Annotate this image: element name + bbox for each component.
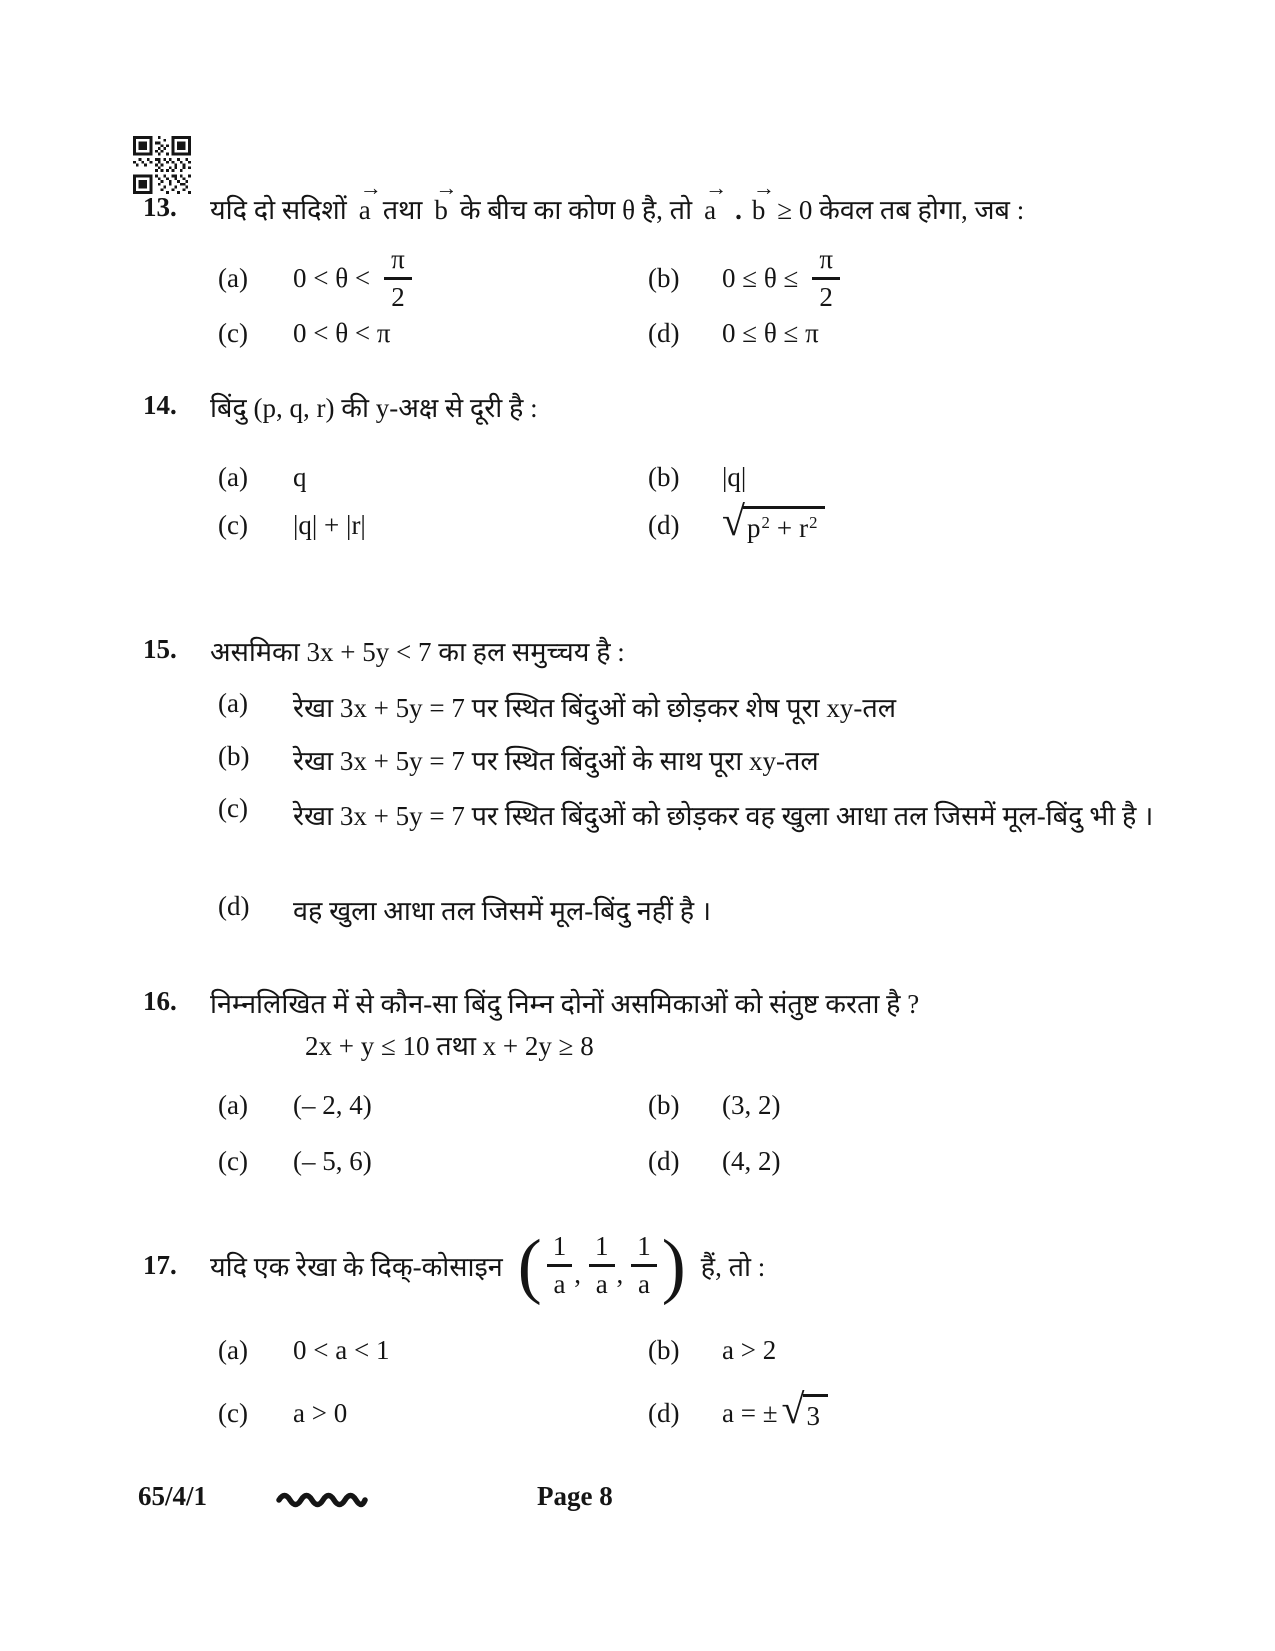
option-value-15b: रेखा 3x + 5y = 7 पर स्थित बिंदुओं के साथ पूरा xy-तल <box>293 746 819 776</box>
fraction-1-a: 1 a <box>547 1233 573 1298</box>
vector-arrow-icon: → <box>705 175 727 200</box>
option-value-17d: a = ± √ 3 <box>722 1388 828 1438</box>
squiggle-divider-icon <box>276 1491 368 1509</box>
q13-text-part: ≥ 0 केवल तब होगा, जब : <box>777 195 1025 225</box>
page-number: Page 8 <box>537 1481 613 1511</box>
option-value-13c: 0 < θ < π <box>293 318 391 348</box>
vector-arrow-icon: → <box>752 175 774 200</box>
dot-product-dot: . <box>735 195 742 225</box>
q13-text-part: तथा <box>382 195 423 225</box>
right-parenthesis: ) <box>661 1223 686 1306</box>
option-value-15c: रेखा 3x + 5y = 7 पर स्थित बिंदुओं को छोड़कर वह खुला आधा तल जिसमें मूल-बिंदु भी है । <box>293 801 1154 831</box>
q16-inequalities: 2x + y ≤ 10 तथा x + 2y ≥ 8 <box>305 1031 594 1061</box>
option-label-17c: (c) <box>218 1397 248 1428</box>
option-label-14b: (b) <box>648 462 680 492</box>
q13-options-row-1 <box>0 245 1275 311</box>
square-root-expression: √ $p^2 + r^2$ <box>722 506 825 544</box>
option-label-16d: (d) <box>648 1146 680 1176</box>
option-value-15a: रेखा 3x + 5y = 7 पर स्थित बिंदुओं को छोड़कर शेष पूरा xy-तल <box>293 693 897 723</box>
option-label-13b: (b) <box>648 262 680 293</box>
fraction-pi-2: $\frac{\pi}{2}$ <box>384 246 412 311</box>
option-label-16a: (a) <box>218 1090 248 1120</box>
question-16-text: निम्नलिखित में से कौन-सा बिंदु निम्न दोनों असमिकाओं को संतुष्ट करता है ? <box>210 989 920 1019</box>
question-17-number: 17. <box>143 1249 177 1280</box>
option-value-17b: a > 2 <box>722 1335 777 1365</box>
comma: , <box>574 1259 582 1289</box>
option-value-14d <box>722 498 825 552</box>
option-value-16c: (– 5, 6) <box>293 1146 372 1176</box>
vector-a: a → <box>358 175 381 225</box>
option-value-14b: |q| <box>722 462 747 492</box>
option-label-13c: (c) <box>218 318 248 348</box>
radical-sign: √ <box>781 1387 805 1434</box>
fraction-1-a: 1 a <box>631 1233 657 1298</box>
option-label-14a: (a) <box>218 462 248 492</box>
option-label-13a: (a) <box>218 262 248 293</box>
question-13-number: 13. <box>143 192 177 222</box>
option-label-17a: (a) <box>218 1335 248 1365</box>
paper-code: 65/4/1 <box>138 1481 208 1511</box>
option-value-13a: 0 < θ < $\frac{\pi}{2}$ <box>293 245 412 311</box>
option-label-17b: (b) <box>648 1335 680 1365</box>
question-16-number: 16. <box>143 986 177 1016</box>
vector-arrow-icon: → <box>435 175 457 200</box>
option-value-17c: a > 0 <box>293 1397 348 1428</box>
option-value-13b: 0 ≤ θ ≤ $\frac{\pi}{2}$ <box>722 245 840 311</box>
radical-sign: √ <box>722 499 745 546</box>
option-label-15d: (d) <box>218 891 250 921</box>
q13-text-part: के बीच का कोण θ है, तो <box>459 195 693 225</box>
q17-options-row-2 <box>0 1388 1275 1438</box>
question-14-text: बिंदु (p, q, r) की y-अक्ष से दूरी है : <box>210 393 538 423</box>
option-label-16b: (b) <box>648 1090 680 1120</box>
question-15-text: असमिका 3x + 5y < 7 का हल समुच्चय है : <box>210 637 625 667</box>
vector-arrow-icon: → <box>359 175 381 200</box>
option-label-17d: (d) <box>648 1397 680 1428</box>
option-label-15b: (b) <box>218 741 250 771</box>
option-label-14c: (c) <box>218 509 248 540</box>
question-17-text: यदि एक रेखा के दिक्-कोसाइन <box>210 1251 503 1282</box>
option-label-15c: (c) <box>218 793 248 823</box>
question-13-text <box>210 175 1150 228</box>
option-label-13d: (d) <box>648 318 680 348</box>
question-14-number: 14. <box>143 390 177 420</box>
comma: , <box>616 1259 624 1289</box>
option-value-16d: (4, 2) <box>722 1146 781 1176</box>
vector-b: b → <box>434 175 457 225</box>
square-root-expression: √ 3 <box>782 1394 828 1432</box>
option-value-13d: 0 ≤ θ ≤ π <box>722 318 819 348</box>
qr-code-icon <box>133 136 191 194</box>
question-17-text-tail: हैं, तो : <box>700 1251 766 1282</box>
option-value-17a: 0 < a < 1 <box>293 1335 390 1365</box>
q13-text-part: यदि दो सदिशों <box>210 195 347 225</box>
option-value-14c: |q| + |r| <box>293 509 366 540</box>
option-value-16b: (3, 2) <box>722 1090 781 1120</box>
fraction-pi-2: $\frac{\pi}{2}$ <box>812 246 840 311</box>
q14-options-row-2 <box>0 498 1275 552</box>
option-value-14a: q <box>293 462 307 492</box>
vector-a: a → <box>704 175 727 225</box>
left-parenthesis: ( <box>517 1223 542 1306</box>
option-label-16c: (c) <box>218 1146 248 1176</box>
fraction-1-a: 1 a <box>589 1233 615 1298</box>
option-value-16a: (– 2, 4) <box>293 1090 372 1120</box>
option-label-15a: (a) <box>218 688 248 718</box>
question-15-number: 15. <box>143 634 177 664</box>
option-label-14d: (d) <box>648 509 680 540</box>
vector-b: b → <box>751 175 774 225</box>
option-value-15d: वह खुला आधा तल जिसमें मूल-बिंदु नहीं है । <box>293 896 712 926</box>
question-17 <box>143 1223 766 1306</box>
